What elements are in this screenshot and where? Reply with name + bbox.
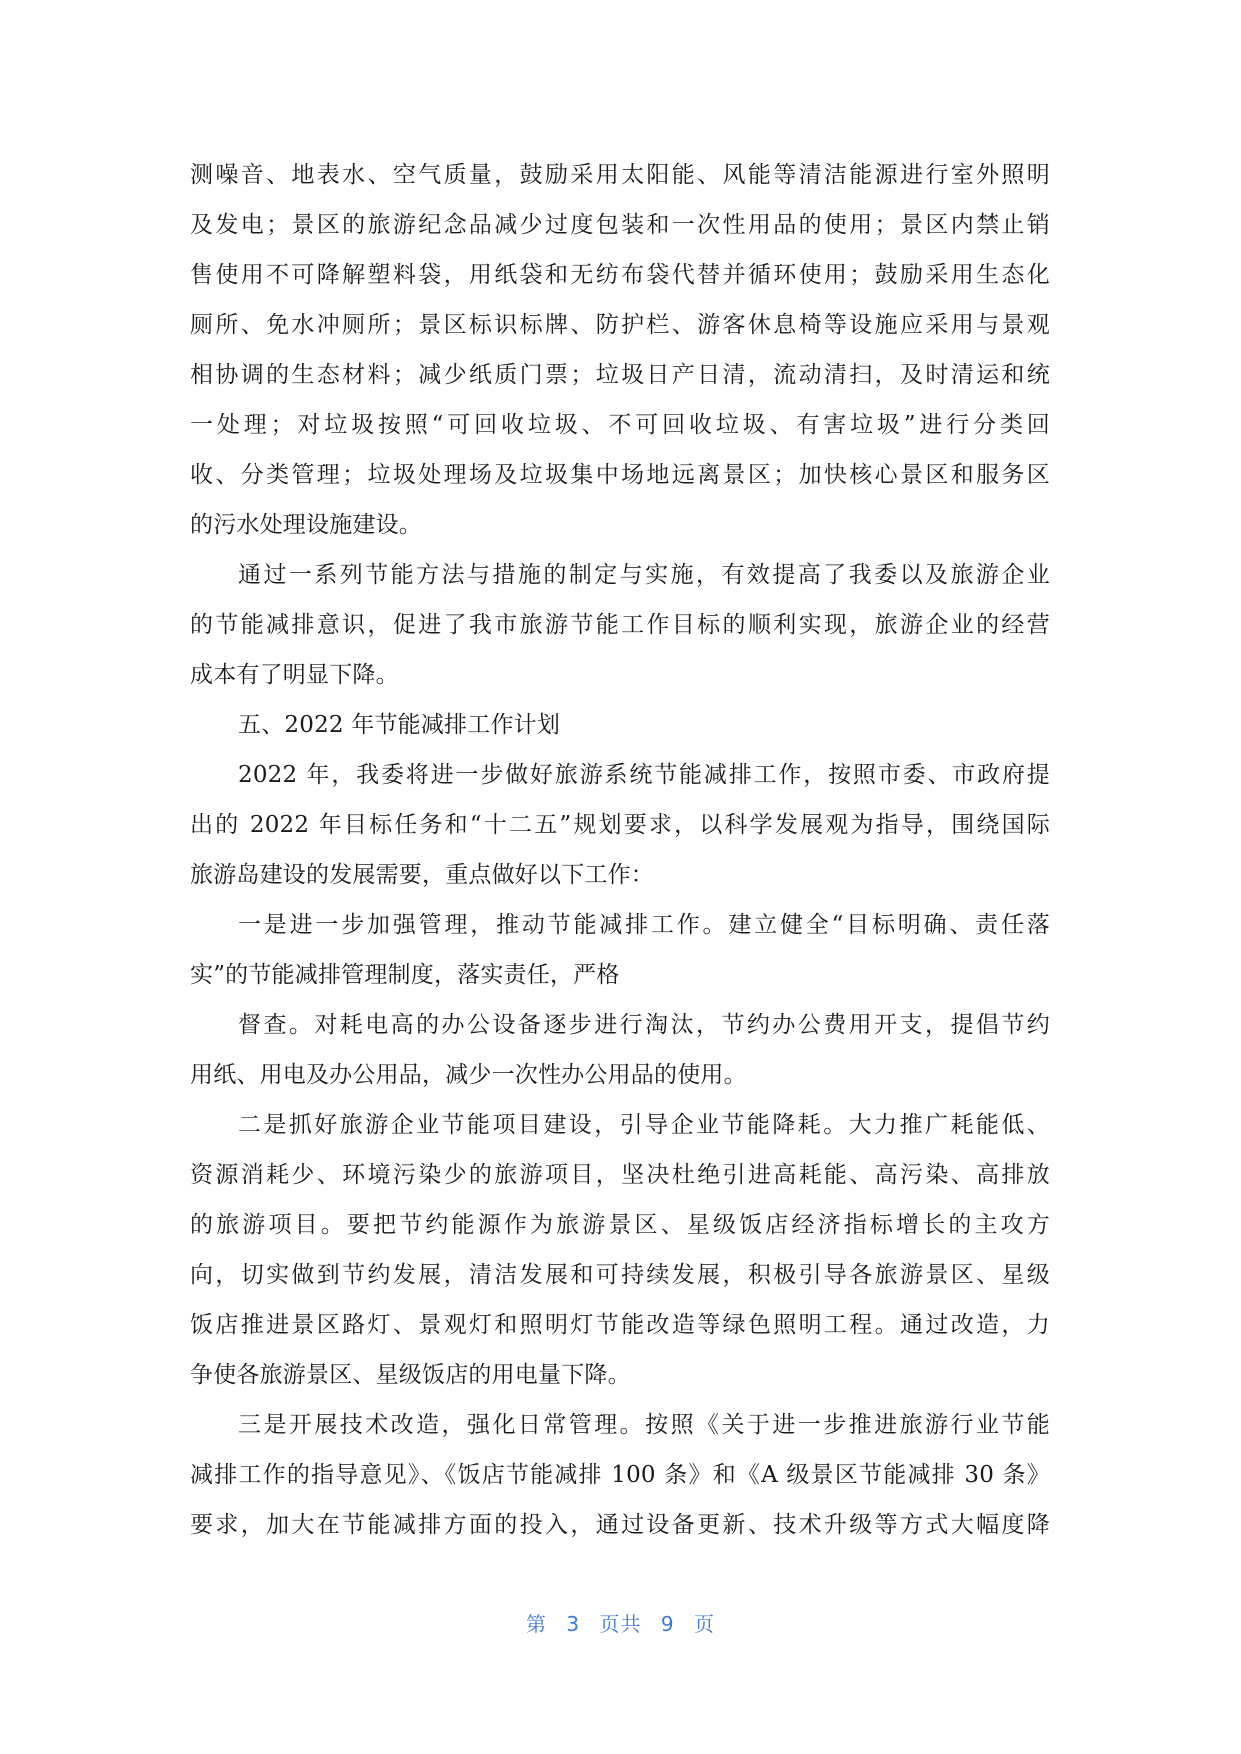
text-line: 用纸、用电及办公用品，减少一次性办公用品的使用。: [190, 1062, 747, 1088]
text-line: 出的 2022 年目标任务和“十二五”规划要求，以科学发展观为指导，围绕国际: [190, 812, 1050, 838]
text-line: 的污水处理设施建设。: [190, 512, 422, 538]
text-line: 督查。对耗电高的办公设备逐步进行淘汰，节约办公费用开支，提倡节约: [238, 1012, 1050, 1038]
text-line: 三是开展技术改造，强化日常管理。按照《关于进一步推进旅游行业节能: [238, 1412, 1050, 1438]
text-line: 收、分类管理；垃圾处理场及垃圾集中场地远离景区；加快核心景区和服务区: [190, 462, 1050, 488]
text-line: 五、2022 年节能减排工作计划: [238, 712, 561, 738]
text-line: 一处理；对垃圾按照“可回收垃圾、不可回收垃圾、有害垃圾”进行分类回: [190, 412, 1050, 438]
text-line: 通过一系列节能方法与措施的制定与实施，有效提高了我委以及旅游企业: [238, 562, 1050, 588]
text-line: 资源消耗少、环境污染少的旅游项目，坚决杜绝引进高耗能、高污染、高排放: [190, 1162, 1050, 1188]
text-line: 2022 年，我委将进一步做好旅游系统节能减排工作，按照市委、市政府提: [238, 762, 1050, 788]
text-line: 饭店推进景区路灯、景观灯和照明灯节能改造等绿色照明工程。通过改造，力: [190, 1312, 1050, 1338]
text-line: 向，切实做到节约发展，清洁发展和可持续发展，积极引导各旅游景区、星级: [190, 1262, 1050, 1288]
text-line: 要求，加大在节能减排方面的投入，通过设备更新、技术升级等方式大幅度降: [190, 1512, 1050, 1538]
text-line: 的节能减排意识，促进了我市旅游节能工作目标的顺利实现，旅游企业的经营: [190, 612, 1050, 638]
text-line: 实”的节能减排管理制度，落实责任，严格: [190, 962, 620, 988]
text-line: 争使各旅游景区、星级饭店的用电量下降。: [190, 1362, 631, 1388]
text-line: 的旅游项目。要把节约能源作为旅游景区、星级饭店经济指标增长的主攻方: [190, 1212, 1050, 1238]
footer-prefix: 第: [526, 1612, 548, 1636]
footer-total-pages: 9: [660, 1612, 675, 1636]
text-line: 相协调的生态材料；减少纸质门票；垃圾日产日清，流动清扫，及时清运和统: [190, 362, 1050, 388]
text-line: 减排工作的指导意见》、《饭店节能减排 100 条》和《A 级景区节能减排 30 条》: [190, 1462, 1050, 1488]
footer-middle: 页共: [599, 1612, 642, 1636]
text-line: 一是进一步加强管理，推动节能减排工作。建立健全“目标明确、责任落: [238, 912, 1050, 938]
text-line: 旅游岛建设的发展需要，重点做好以下工作：: [190, 862, 654, 888]
text-line: 及发电；景区的旅游纪念品减少过度包装和一次性用品的使用；景区内禁止销: [190, 212, 1050, 238]
footer-suffix: 页: [693, 1612, 715, 1636]
text-line: 成本有了明显下降。: [190, 662, 399, 688]
footer-current-page: 3: [566, 1612, 581, 1636]
page-footer: [0, 1608, 1241, 1637]
document-body: [190, 150, 1050, 1550]
text-line: 测噪音、地表水、空气质量，鼓励采用太阳能、风能等清洁能源进行室外照明: [190, 162, 1050, 188]
text-line: 二是抓好旅游企业节能项目建设，引导企业节能降耗。大力推广耗能低、: [238, 1112, 1050, 1138]
text-line: 售使用不可降解塑料袋，用纸袋和无纺布袋代替并循环使用；鼓励采用生态化: [190, 262, 1050, 288]
text-line: 厕所、免水冲厕所；景区标识标牌、防护栏、游客休息椅等设施应采用与景观: [190, 312, 1050, 338]
